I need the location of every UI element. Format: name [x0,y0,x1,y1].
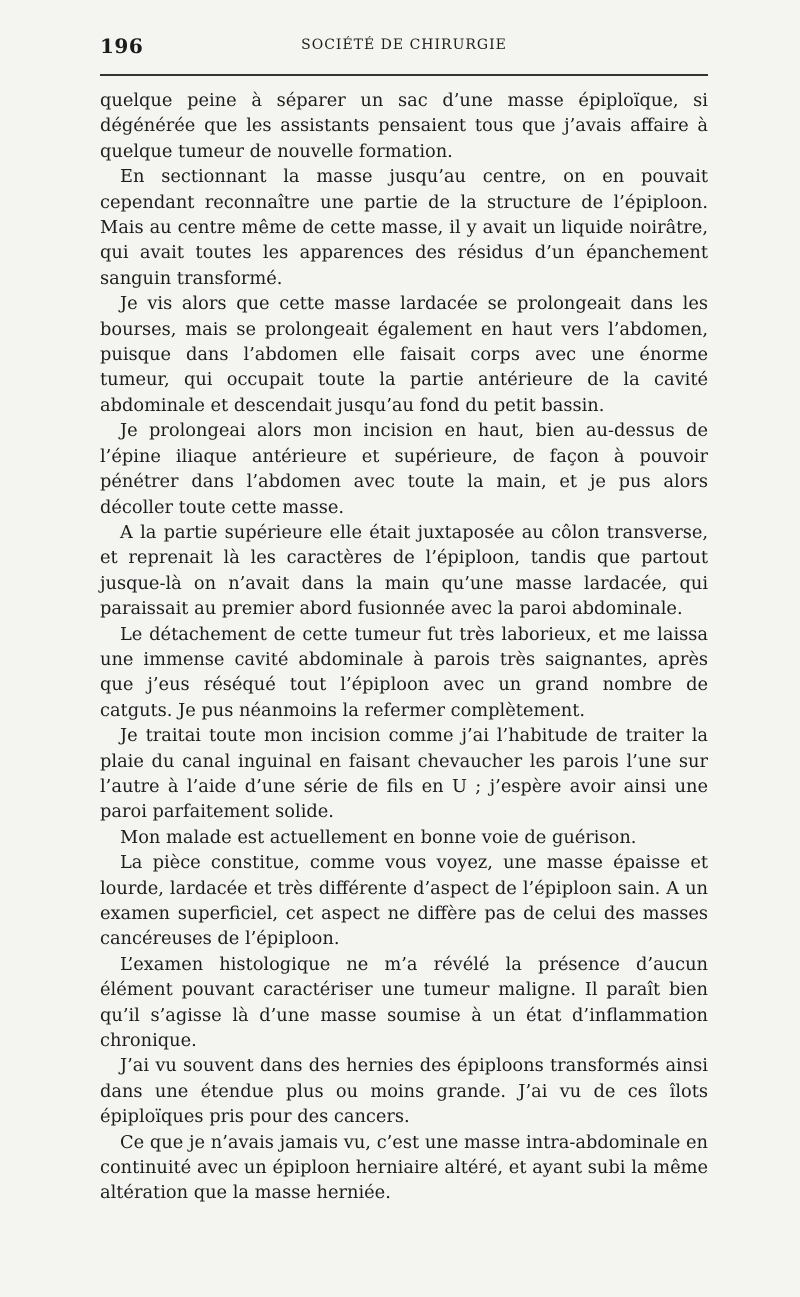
paragraph: Ce que je n’avais jamais vu, c’est une masse intra-abdominale en continuité avec un épiploon herniaire altéré, et ayant subi la même altération que la masse herniée. [100,1131,708,1204]
paragraph: Je traitai toute mon incision comme j’ai l’habitude de traiter la plaie du canal inguinal en faisant chevaucher les parois l’une sur l’autre à l’aide d’une série de fils en U ; j’espère avoir ainsi une paroi parfaitement solide. [100,725,708,823]
page-header [100,32,708,62]
paragraph: quelque peine à séparer un sac d’une masse épiploïque, si dégénérée que les assistants pensaient tous que j’avais affaire à quelque tumeur de nouvelle formation. [100,90,708,162]
paragraph: Mon malade est actuellement en bonne voie de guérison. [120,826,637,848]
paragraph: Je prolongeai alors mon incision en haut, bien au-dessus de l’épine iliaque antérieure et supérieure, de façon à pouvoir pénétrer dans l’abdomen avec toute la main, et je pus alors décoller toute cette masse. [100,420,708,518]
paragraph: J’ai vu souvent dans des hernies des épiploons transformés ainsi dans une étendue plus ou moins grande. J’ai vu de ces îlots épiploïques pris pour des cancers. [100,1055,708,1128]
body-text [100,88,708,1206]
page-number: 196 [100,34,144,58]
paragraph: A la partie supérieure elle était juxtaposée au côlon transverse, et reprenait là les caractères de l’épiploon, tandis que partout jusque-là on n’avait dans la main qu’une masse lardacée, qui paraissait au premier abord fusionnée avec la paroi abdominale. [100,521,708,620]
paragraph: L’examen histologique ne m’a révélé la présence d’aucun élément pouvant caractériser une tumeur maligne. Il paraît bien qu’il s’agisse là d’une masse soumise à un état d’inflammation chronique. [100,953,708,1052]
paragraph: La pièce constitue, comme vous voyez, une masse épaisse et lourde, lardacée et très différente d’aspect de l’épiploon sain. A un examen superficiel, cet aspect ne diffère pas de celui des masses cancéreuses de l’épiploon. [100,852,708,950]
header-rule [100,74,708,76]
paragraph: Le détachement de cette tumeur fut très laborieux, et me laissa une immense cavité abdominale à parois très saignantes, après que j’eus réséqué tout l’épiploon avec un grand nombre de catguts. Je pus néanmoins la refermer complètement. [100,623,708,721]
paragraph: En sectionnant la masse jusqu’au centre, on en pouvait cependant reconnaître une partie de la structure de l’épiploon. Mais au centre même de cette masse, il y avait un liquide noirâtre, qui avait toutes les apparences des résidus d’un épanchement sanguin transformé. [100,166,708,289]
paragraph: Je vis alors que cette masse lardacée se prolongeait dans les bourses, mais se prolongeait également en haut vers l’abdomen, puisque dans l’abdomen elle faisait corps avec une énorme tumeur, qui occupait toute la partie antérieure de la cavité abdominale et descendait jusqu’au fond du petit bassin. [100,293,708,416]
running-head: SOCIÉTÉ DE CHIRURGIE [301,37,507,53]
